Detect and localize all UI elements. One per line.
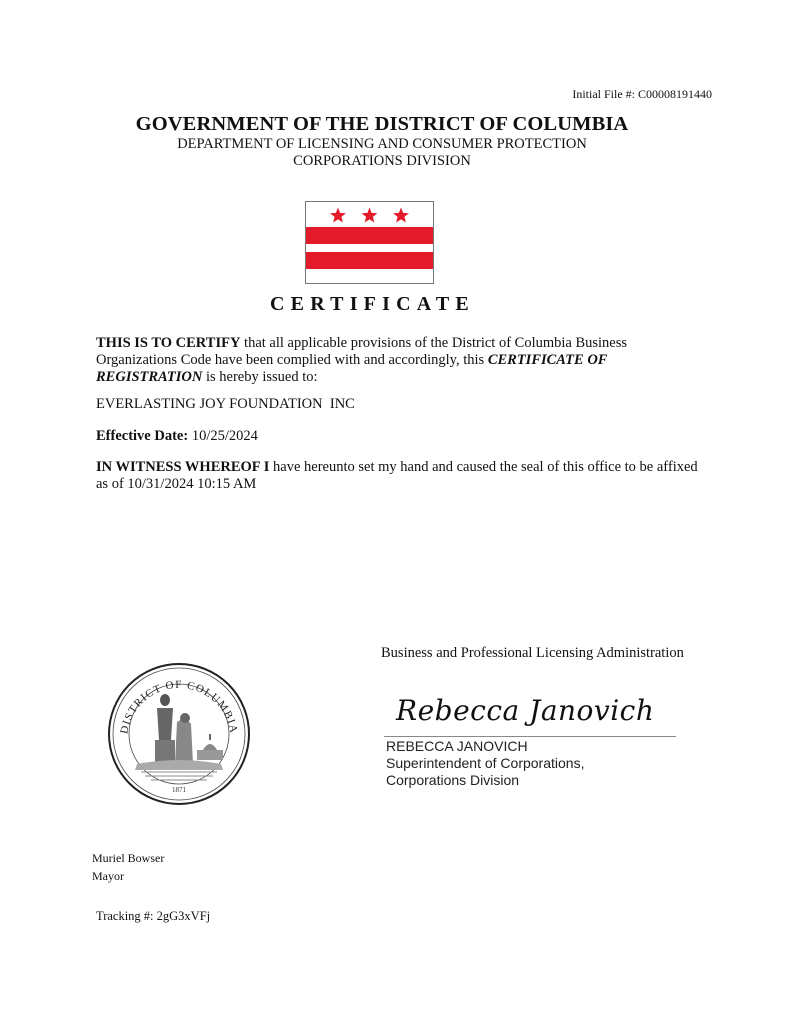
dc-seal-image bbox=[105, 660, 253, 808]
mayor-block bbox=[92, 849, 164, 885]
dc-seal-graphic bbox=[105, 660, 253, 808]
certify-paragraph bbox=[96, 335, 706, 386]
flag-bar-1 bbox=[306, 227, 433, 244]
tracking-number: Tracking #: 2gG3xVFj bbox=[96, 909, 211, 923]
seal-year: 1871 bbox=[172, 786, 186, 794]
effective-date-label: Effective Date: bbox=[96, 428, 189, 444]
certify-lead: THIS IS TO CERTIFY bbox=[96, 335, 241, 351]
certify-tail: is hereby issued to: bbox=[202, 369, 318, 385]
effective-date-value: 10/25/2024 bbox=[188, 428, 258, 444]
signatory-title-line1: Superintendent of Corporations, bbox=[386, 755, 585, 771]
handwritten-signature: Rebecca Janovich bbox=[396, 694, 655, 727]
administration-name: Business and Professional Licensing Administration bbox=[381, 645, 684, 661]
signatory-title-line2: Corporations Division bbox=[386, 772, 520, 788]
effective-date-line bbox=[96, 428, 706, 445]
mayor-name: Muriel Bowser bbox=[92, 851, 165, 865]
initial-file-number: Initial File #: C00008191440 bbox=[572, 87, 712, 101]
division-name: CORPORATIONS DIVISION bbox=[293, 153, 471, 169]
flag-bar-2 bbox=[306, 252, 433, 269]
signature-line bbox=[384, 736, 676, 737]
mayor-title: Mayor bbox=[92, 869, 124, 883]
signatory-name: REBECCA JANOVICH bbox=[386, 738, 528, 754]
signatory-block bbox=[386, 738, 584, 789]
entity-name: EVERLASTING JOY FOUNDATION INC bbox=[96, 396, 355, 412]
witness-lead: IN WITNESS WHEREOF I bbox=[96, 459, 270, 475]
certify-body: that all applicable provisions of the District of Columbia Business Organizations Code have been complied with and accordingly, this bbox=[96, 335, 628, 368]
seal-ring-text: DISTRICT OF COLUMBIA bbox=[118, 678, 240, 735]
witness-body: have hereunto set my hand and caused the seal of this office to be affixed as of 10/31/2024 10:15 AM bbox=[96, 459, 698, 492]
dc-flag-image bbox=[305, 201, 434, 284]
certificate-type: CERTIFICATE OF REGISTRATION bbox=[96, 352, 608, 385]
dc-flag-graphic bbox=[306, 202, 433, 283]
government-title: GOVERNMENT OF THE DISTRICT OF COLUMBIA bbox=[135, 113, 629, 135]
department-name: DEPARTMENT OF LICENSING AND CONSUMER PROTECTION bbox=[177, 136, 587, 152]
witness-paragraph bbox=[96, 459, 706, 493]
certificate-title: CERTIFICATE bbox=[270, 293, 475, 315]
